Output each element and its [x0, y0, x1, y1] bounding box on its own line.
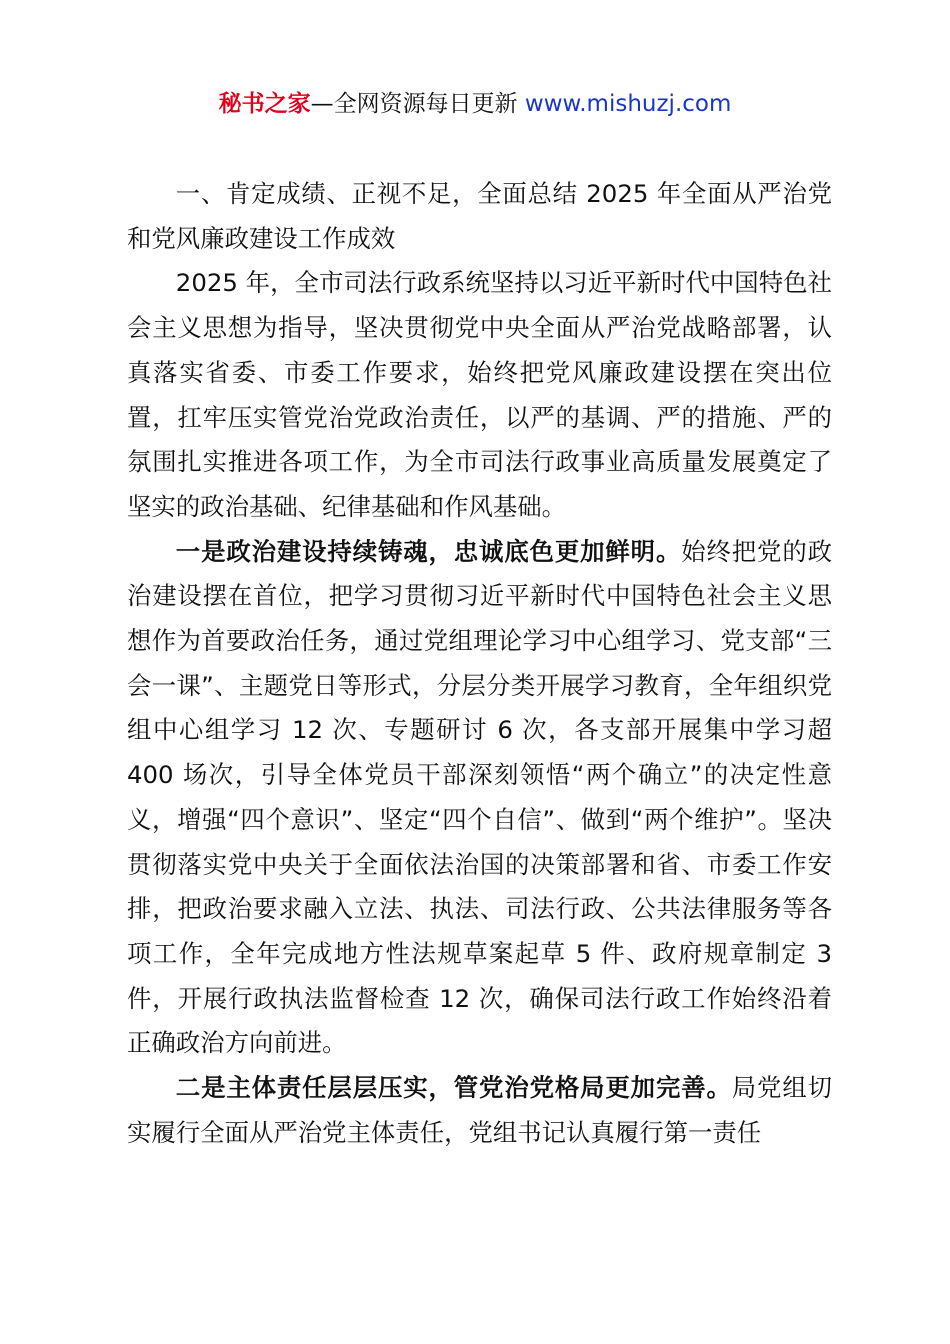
paragraph	[127, 530, 832, 1066]
section-heading	[127, 172, 832, 261]
paragraph	[127, 261, 832, 529]
paragraph-lead: 二是主体责任层层压实，管党治党格局更加完善。	[175, 1073, 732, 1103]
paragraph	[127, 1066, 832, 1155]
brand-name: 秘书之家	[218, 91, 311, 117]
paragraph-text: 始终把党的政治建设摆在首位，把学习贯彻习近平新时代中国特色社会主义思想作为首要政治任务，通过党组理论学习中心组学习、党支部“三会一课”、主题党日等形式，分层分类开展学习教育，全年组织党组中心组学习 12 次、专题研讨 6 次，各支部开展集中学习超 400 场次，引导全体党员干部深刻领悟“两个确立”的决定性意义，增强“四个意识”、坚定“四个自信”、做到“两个维护”。坚决贯彻落实党中央关于全面依法治国的决策部署和省、市委工作安排，把政治要求融入立法、执法、司法行政、公共法律服务等各项工作，全年完成地方性法规草案起草 5 件、政府规章制定 3 件，开展行政执法监督检查 12 次，确保司法行政工作始终沿着正确政治方向前进。	[127, 536, 832, 1058]
paragraph-lead: 一是政治建设持续铸魂，忠诚底色更加鲜明。	[175, 536, 682, 566]
paragraph-text: 2025 年，全市司法行政系统坚持以习近平新时代中国特色社会主义思想为指导，坚决贯彻党中央全面从严治党战略部署，认真落实省委、市委工作要求，始终把党风廉政建设摆在突出位置，扛牢压实管党治党政治责任，以严的基调、严的措施、严的氛围扎实推进各项工作，为全市司法行政事业高质量发展奠定了坚实的政治基础、纪律基础和作风基础。	[127, 268, 832, 521]
header-url[interactable]: www.mishuzj.com	[524, 91, 732, 117]
header-slogan: —全网资源每日更新	[310, 91, 525, 117]
page-header	[0, 86, 950, 122]
paragraph-text: 一、肯定成绩、正视不足，全面总结 2025 年全面从严治党和党风廉政建设工作成效	[127, 179, 832, 253]
document-body	[127, 172, 832, 1155]
paragraph-text: 局党组切实履行全面从严治党主体责任，党组书记认真履行第一责任	[127, 1073, 832, 1147]
